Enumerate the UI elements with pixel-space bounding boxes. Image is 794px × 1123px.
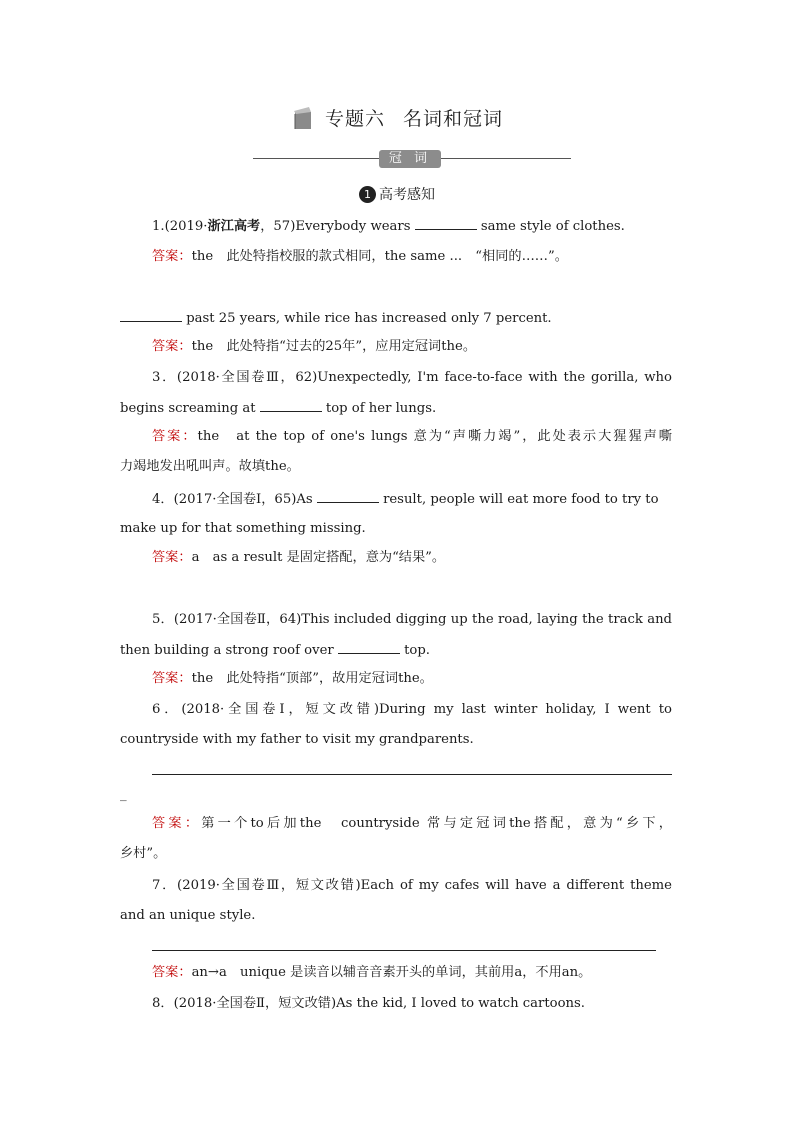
correction-answer-line	[152, 774, 672, 775]
page-title	[0, 104, 794, 134]
question-1-line-1: 1.(2019·浙江高考，57)Everybody wears same style of clothes.	[152, 219, 625, 234]
correction-answer-line	[152, 950, 656, 951]
correction-underscore: _	[120, 787, 127, 802]
subsection-heading	[0, 184, 794, 204]
answer-blank	[120, 309, 182, 322]
answer-blank	[415, 217, 477, 230]
question-3-answer-line-2: 力竭地发出吼叫声。故填the。	[120, 459, 300, 474]
question-6-line-2: countryside with my father to visit my grandparents.	[120, 732, 474, 747]
question-7-line-1: 7．(2019·全国卷Ⅲ，短文改错)Each of my cafes will have a different theme	[152, 878, 672, 893]
section-divider	[253, 150, 571, 168]
question-6-answer-line-1: 答案：第一个to后加the countryside 常与定冠词the搭配，意为“乡下，	[152, 816, 672, 831]
question-3-answer-line-1: 答案：the at the top of one's lungs 意为“声嘶力竭”，此处表示大猩猩声嘶	[152, 429, 672, 444]
question-8-line-1: 8．(2018·全国卷Ⅱ，短文改错)As the kid, I loved to watch cartoons.	[152, 996, 585, 1011]
subsection-label: 高考感知	[379, 187, 435, 203]
book-icon	[291, 106, 315, 130]
question-6-line-1: 6．(2018·全国卷Ⅰ，短文改错)During my last winter holiday, I went to	[152, 702, 672, 717]
question-7-line-2: and an unique style.	[120, 908, 256, 923]
answer-blank	[338, 641, 400, 654]
question-4-line-1: 4．(2017·全国卷Ⅰ，65)As result, people will eat more food to try to	[152, 492, 659, 507]
question-3-line-2: begins screaming at top of her lungs.	[120, 401, 437, 416]
title-topic-number: 专题六	[324, 108, 385, 130]
question-4-answer: 答案：a as a result 是固定搭配，意为“结果”。	[152, 550, 446, 565]
question-7-answer: 答案：an→a unique 是读音以辅音音素开头的单词，其前用a，不用an。	[152, 965, 592, 980]
question-5-answer: 答案：the 此处特指“顶部”，故用定冠词the。	[152, 671, 433, 686]
question-3-line-1: 3．(2018·全国卷Ⅲ，62)Unexpectedly, I'm face-to-face with the gorilla, who	[152, 370, 672, 385]
question-5-line-2: then building a strong roof over top.	[120, 643, 430, 658]
question-1-answer: 答案：the 此处特指校服的款式相同，the same ... “相同的……”。	[152, 249, 568, 264]
question-6-answer-line-2: 乡村”。	[120, 846, 167, 861]
question-4-line-2: make up for that something missing.	[120, 521, 366, 536]
question-5-line-1: 5．(2017·全国卷Ⅱ，64)This included digging up the road, laying the track and	[152, 612, 672, 627]
answer-blank	[260, 399, 322, 412]
answer-blank	[317, 490, 379, 503]
question-2-line-2: past 25 years, while rice has increased only 7 percent.	[120, 309, 552, 328]
section-label: 冠 词	[379, 150, 441, 168]
title-topic-name: 名词和冠词	[403, 108, 504, 130]
question-2-answer: 答案：the 此处特指“过去的25年”，应用定冠词the。	[152, 339, 477, 354]
subsection-number: 1	[359, 186, 376, 203]
